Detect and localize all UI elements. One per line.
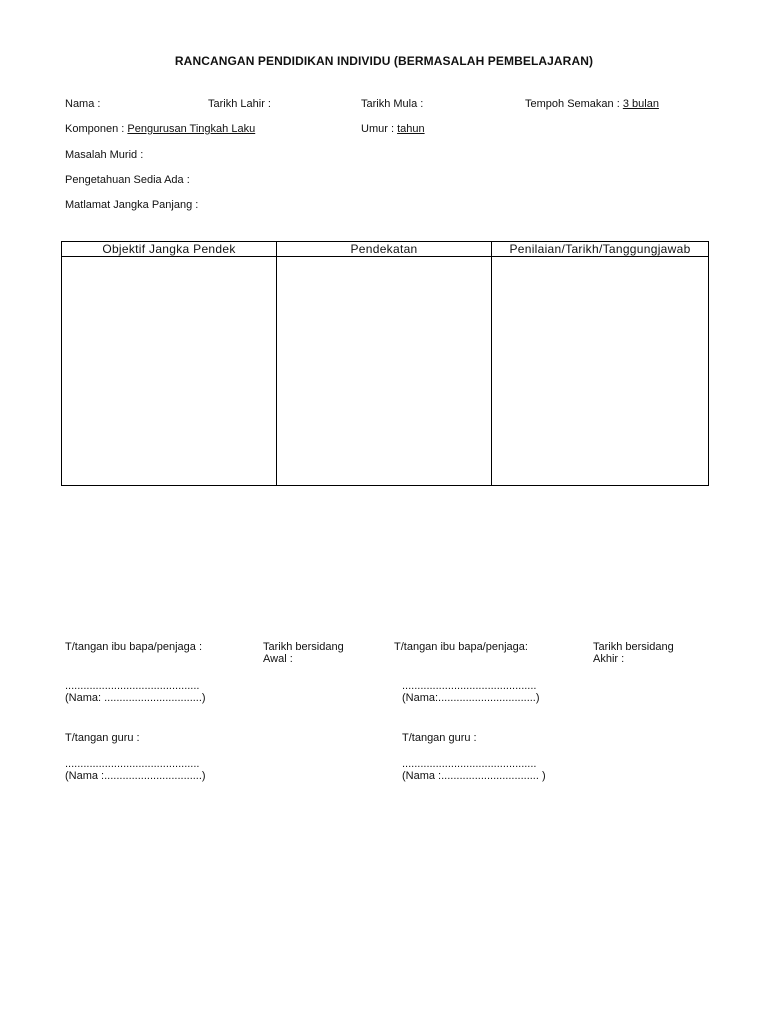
page-title: RANCANGAN PENDIDIKAN INDIVIDU (BERMASALAH PEMBELAJARAN) [174, 54, 594, 68]
cell-pendekatan[interactable] [277, 257, 492, 486]
tarikh-bersidang-akhir [593, 641, 674, 665]
tempoh-semakan-label: Tempoh Semakan : [525, 98, 623, 110]
header-pendekatan: Pendekatan [277, 242, 492, 257]
tarikh-akhir-line2: Akhir : [593, 653, 625, 665]
parent-name-1: (Nama: ................................) [65, 692, 206, 704]
teacher-signature-label-1: T/tangan guru : [65, 732, 140, 744]
teacher-signature-line-2: ............................................ [402, 758, 537, 770]
parent-name-2: (Nama:................................) [402, 692, 540, 704]
parent-signature-label-2: T/tangan ibu bapa/penjaga: [394, 641, 528, 653]
tarikh-bersidang-awal [263, 641, 344, 665]
pengetahuan-sedia-ada-field: Pengetahuan Sedia Ada : [65, 174, 190, 186]
komponen-field [65, 123, 255, 135]
masalah-murid-field: Masalah Murid : [65, 149, 144, 161]
parent-signature-line-1: ............................................ [65, 680, 200, 692]
table-row [62, 257, 709, 486]
tempoh-semakan-field [525, 98, 659, 110]
umur-value: tahun [397, 123, 425, 135]
table-header-row [62, 242, 709, 257]
parent-signature-line-2: ............................................ [402, 680, 537, 692]
tarikh-awal-line1: Tarikh bersidang [263, 641, 344, 653]
tarikh-akhir-line1: Tarikh bersidang [593, 641, 674, 653]
header-penilaian: Penilaian/Tarikh/Tanggungjawab [492, 242, 709, 257]
nama-field: Nama : [65, 98, 101, 110]
teacher-name-1: (Nama :................................) [65, 770, 206, 782]
parent-signature-label-1: T/tangan ibu bapa/penjaga : [65, 641, 203, 653]
umur-field [361, 123, 425, 135]
teacher-signature-line-1: ............................................ [65, 758, 200, 770]
cell-objektif[interactable] [62, 257, 277, 486]
umur-label: Umur : [361, 123, 398, 135]
teacher-signature-label-2: T/tangan guru : [402, 732, 477, 744]
plan-table [61, 241, 709, 486]
tarikh-lahir-field: Tarikh Lahir : [208, 98, 271, 110]
tarikh-mula-field: Tarikh Mula : [361, 98, 424, 110]
tarikh-awal-line2: Awal : [263, 653, 293, 665]
matlamat-jangka-panjang-field: Matlamat Jangka Panjang : [65, 199, 199, 211]
teacher-name-2: (Nama :................................ ) [402, 770, 546, 782]
cell-penilaian[interactable] [492, 257, 709, 486]
tempoh-semakan-value: 3 bulan [622, 98, 659, 110]
komponen-value: Pengurusan Tingkah Laku [127, 123, 256, 135]
header-objektif: Objektif Jangka Pendek [62, 242, 277, 257]
komponen-label: Komponen : [65, 123, 128, 135]
